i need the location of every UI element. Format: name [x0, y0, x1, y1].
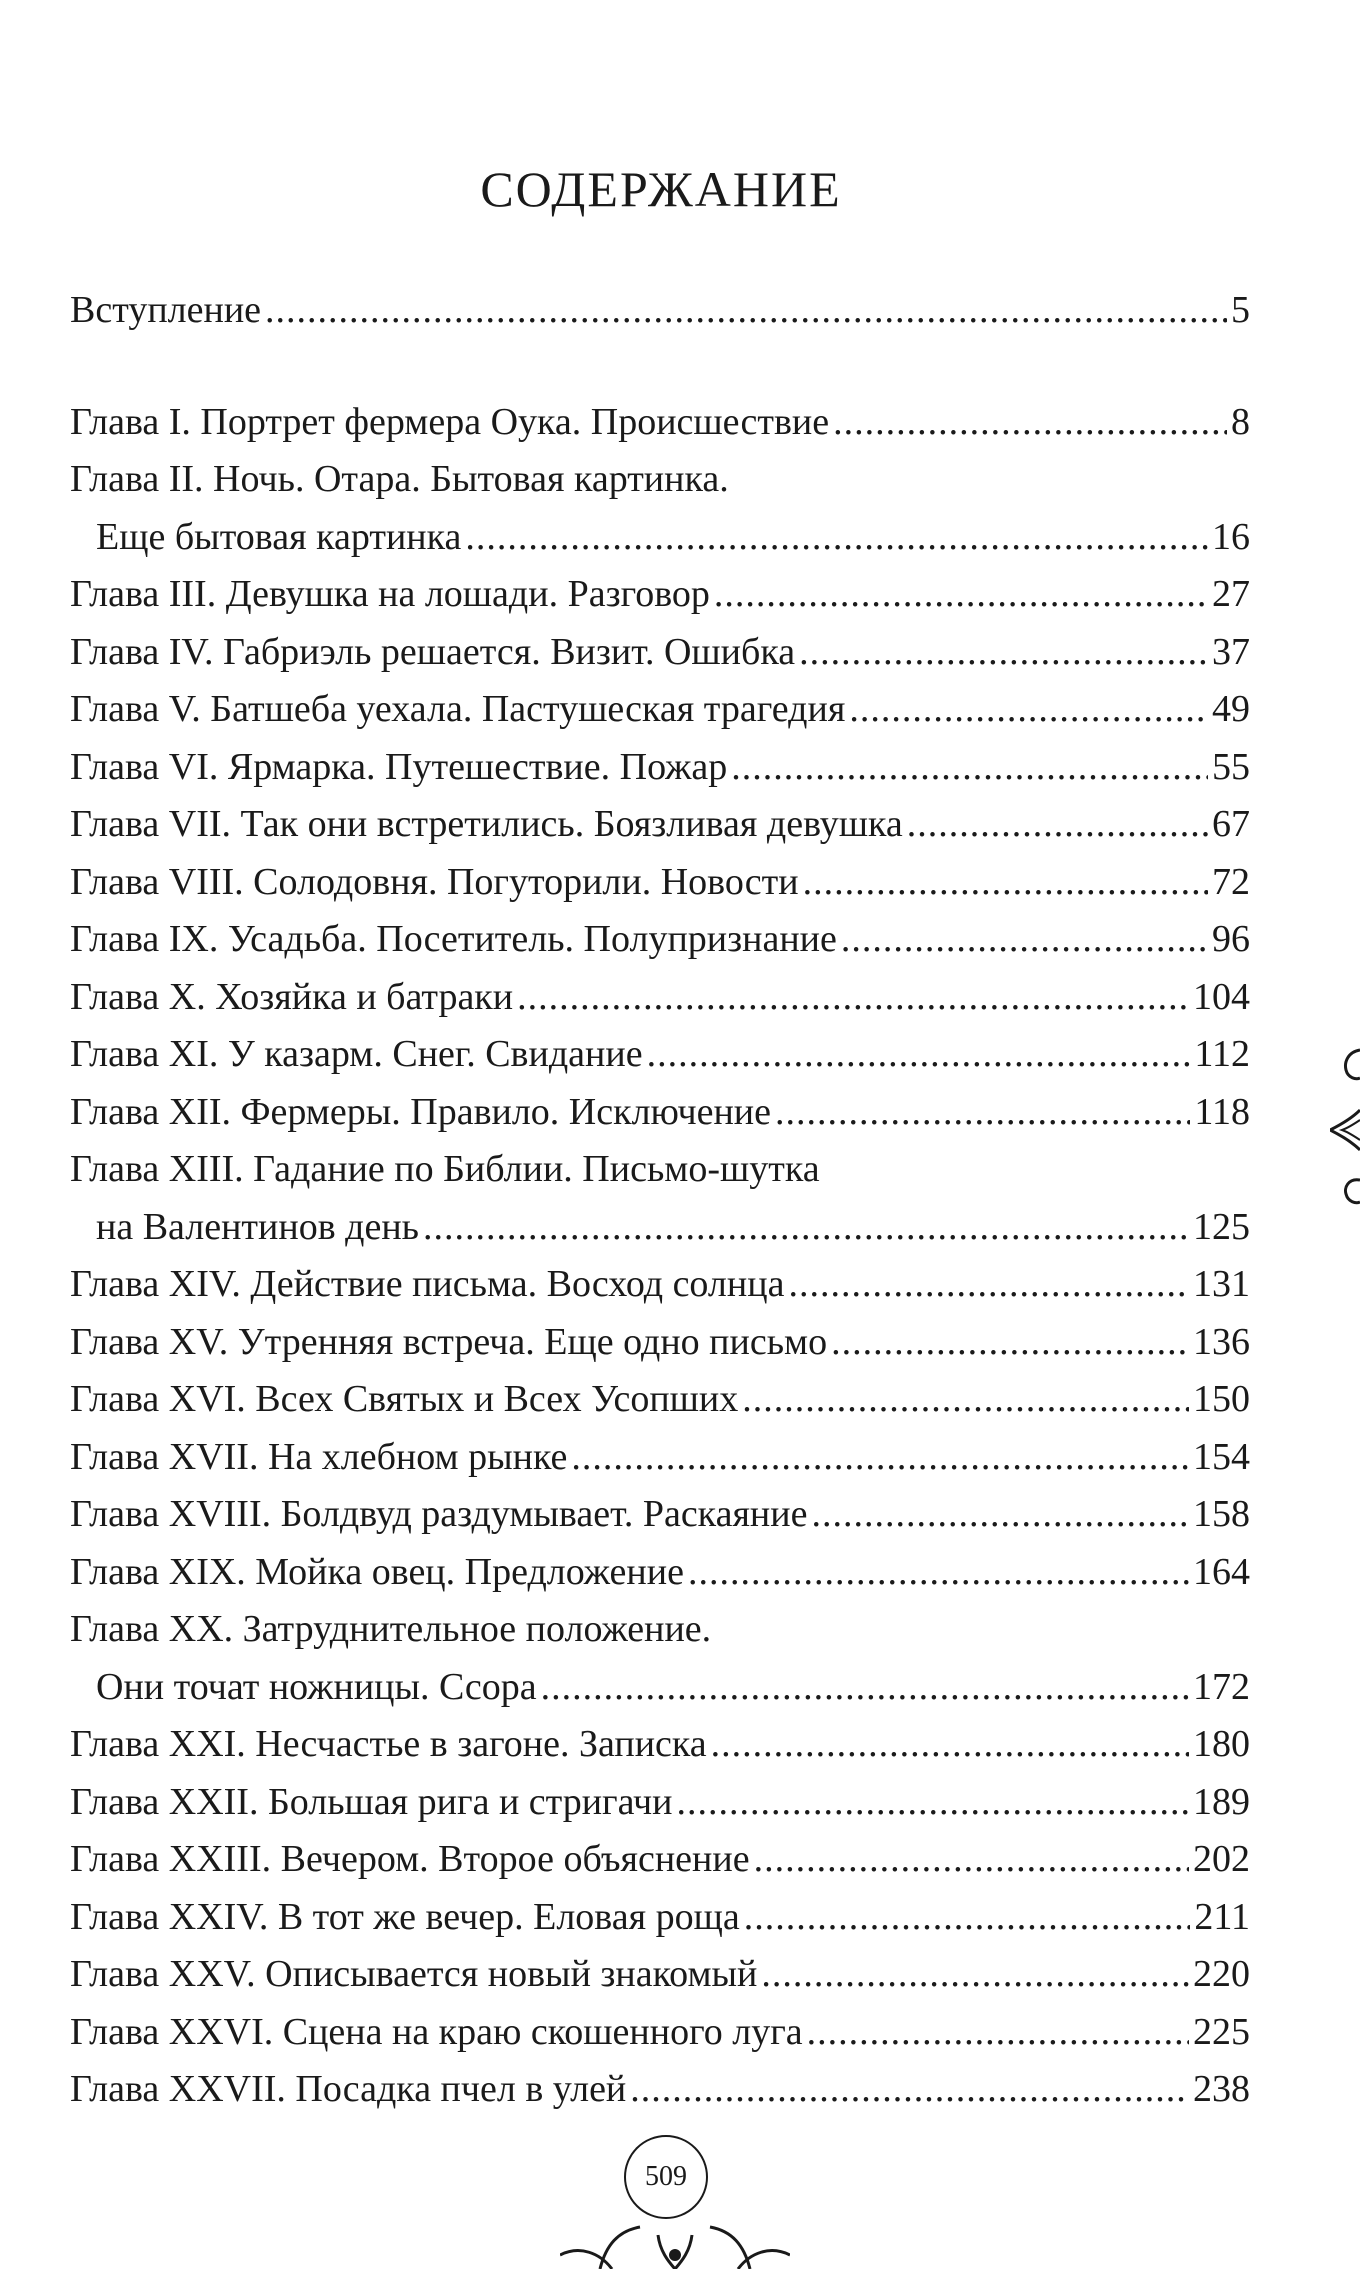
toc-entry-page: 211 [1194, 1896, 1250, 1938]
toc-entry [70, 455, 1250, 503]
toc-entry-page: 67 [1212, 803, 1250, 845]
toc-entry [70, 1145, 1250, 1193]
toc-entry-page: 189 [1193, 1781, 1250, 1823]
toc-entry-title: Глава I. Портрет фермера Оука. Происшествие [70, 401, 830, 443]
toc-entry-page: 49 [1212, 688, 1250, 730]
toc-leader-dots [571, 1433, 1189, 1481]
toc-entry-page: 158 [1193, 1493, 1250, 1535]
toc-entry-page: 225 [1193, 2011, 1250, 2053]
toc-entry-title: Глава IX. Усадьба. Посетитель. Полупризнание [70, 918, 837, 960]
toc-entry-page: 37 [1212, 631, 1250, 673]
toc-leader-dots [465, 513, 1208, 561]
toc-leader-dots [742, 1375, 1189, 1423]
toc-entry-title: Глава XIV. Действие письма. Восход солнца [70, 1263, 785, 1305]
toc-leader-dots [731, 743, 1208, 791]
toc-entry [70, 1433, 1250, 1481]
toc-entry-title: Глава XI. У казарм. Снег. Свидание [70, 1033, 643, 1075]
toc-entry-page: 16 [1212, 516, 1250, 558]
toc-leader-dots [807, 2008, 1189, 2056]
toc-entry [70, 1088, 1250, 1136]
toc-entry-page: 112 [1194, 1033, 1250, 1075]
toc-leader-dots [688, 1548, 1189, 1596]
toc-entry-page: 125 [1193, 1206, 1250, 1248]
toc-entry [70, 743, 1250, 791]
toc-entry-page: 164 [1193, 1551, 1250, 1593]
toc-entry-title: Глава XXVII. Посадка пчел в улей [70, 2068, 627, 2110]
toc-leader-dots [833, 398, 1227, 446]
toc-leader-dots [711, 1720, 1189, 1768]
toc-entry [70, 685, 1250, 733]
toc-leader-dots [744, 1893, 1191, 1941]
toc-leader-dots [799, 628, 1208, 676]
toc-entry-title: Глава XII. Фермеры. Правило. Исключение [70, 1091, 771, 1133]
toc-leader-dots [803, 858, 1208, 906]
toc-entry-page: 202 [1193, 1838, 1250, 1880]
page-number: 509 [624, 2135, 708, 2219]
toc-entry-page: 5 [1231, 289, 1250, 331]
toc-leader-dots [831, 1318, 1189, 1366]
toc-entry-page: 136 [1193, 1321, 1250, 1363]
toc-leader-dots [754, 1835, 1189, 1883]
toc-entry-title: Глава XVIII. Болдвуд раздумывает. Раскаяние [70, 1493, 808, 1535]
toc-leader-dots [647, 1030, 1191, 1078]
page-title: СОДЕРЖАНИЕ [480, 161, 842, 217]
toc-entry [70, 858, 1250, 906]
toc-entry-page: 72 [1212, 861, 1250, 903]
toc-entry-title: Глава XXIII. Вечером. Второе объяснение [70, 1838, 750, 1880]
toc-leader-dots [849, 685, 1208, 733]
toc-entry-title: Глава VIII. Солодовня. Погуторили. Новости [70, 861, 799, 903]
toc-entry-page: 104 [1193, 976, 1250, 1018]
toc-entry [70, 1720, 1250, 1768]
toc-entry [70, 2008, 1250, 2056]
toc-entry [70, 1030, 1250, 1078]
toc-entry [70, 800, 1250, 848]
toc-entry-page: 96 [1212, 918, 1250, 960]
toc-entry [70, 1318, 1250, 1366]
toc-entry-title: Глава X. Хозяйка и батраки [70, 976, 514, 1018]
toc-entry-title: Глава XXV. Описывается новый знакомый [70, 1953, 758, 1995]
toc-leader-dots [788, 1260, 1189, 1308]
toc-entry-title: Глава XXVI. Сцена на краю скошенного луга [70, 2011, 803, 2053]
toc-entry-title: Глава VII. Так они встретились. Боязливая девушка [70, 803, 903, 845]
toc-entry-title: Глава XV. Утренняя встреча. Еще одно письмо [70, 1321, 828, 1363]
toc-entry-title: Глава XIX. Мойка овец. Предложение [70, 1551, 684, 1593]
toc-leader-dots [541, 1663, 1189, 1711]
toc-entry [70, 1950, 1250, 1998]
toc-entry-page: 27 [1212, 573, 1250, 615]
toc-entry-page: 180 [1193, 1723, 1250, 1765]
toc-entry-page: 118 [1194, 1091, 1250, 1133]
toc-entry [70, 286, 1250, 334]
toc-entry-title: Глава XVI. Всех Святых и Всех Усопших [70, 1378, 739, 1420]
toc-entry-page: 55 [1212, 746, 1250, 788]
toc-entry [70, 570, 1250, 618]
toc-entry [70, 1835, 1250, 1883]
toc-entry-page: 220 [1193, 1953, 1250, 1995]
toc-entry [70, 1375, 1250, 1423]
toc-entry-title: Еще бытовая картинка [96, 516, 462, 558]
toc-entry-continuation [96, 1663, 1250, 1711]
toc-entry-title: Глава II. Ночь. Отара. Бытовая картинка. [70, 458, 729, 500]
toc-leader-dots [714, 570, 1208, 618]
toc-entry [70, 1260, 1250, 1308]
toc-entry-page: 238 [1193, 2068, 1250, 2110]
toc-entry-title: Глава IV. Габриэль решается. Визит. Ошибка [70, 631, 796, 673]
toc-entry [70, 1893, 1250, 1941]
toc-leader-dots [775, 1088, 1190, 1136]
toc-entry [70, 1778, 1250, 1826]
toc-entry-page: 150 [1193, 1378, 1250, 1420]
toc-entry-title: Глава XVII. На хлебном рынке [70, 1436, 568, 1478]
toc-entry [70, 1490, 1250, 1538]
toc-leader-dots [630, 2065, 1189, 2113]
toc-entry-title: Они точат ножницы. Ссора [96, 1666, 537, 1708]
toc-entry [70, 973, 1250, 1021]
toc-entry [70, 398, 1250, 446]
toc-entry-title: на Валентинов день [96, 1206, 419, 1248]
page-number-ornament [560, 2135, 790, 2269]
toc-entry [70, 1605, 1250, 1653]
toc-entry-title: Глава XXII. Большая рига и стригачи [70, 1781, 673, 1823]
toc-entry-title: Глава III. Девушка на лошади. Разговор [70, 573, 710, 615]
toc-entry-title: Глава XXI. Несчастье в загоне. Записка [70, 1723, 707, 1765]
toc-entry-title: Глава VI. Ярмарка. Путешествие. Пожар [70, 746, 728, 788]
toc-leader-dots [517, 973, 1189, 1021]
toc-entry-page: 131 [1193, 1263, 1250, 1305]
toc-entry-page: 8 [1231, 401, 1250, 443]
toc-entry [70, 628, 1250, 676]
toc-leader-dots [811, 1490, 1189, 1538]
toc-leader-dots [676, 1778, 1189, 1826]
toc-leader-dots [907, 800, 1208, 848]
toc-leader-dots [265, 286, 1227, 334]
toc-entry-title: Вступление [70, 289, 262, 331]
toc-entry-page: 172 [1193, 1666, 1250, 1708]
toc-entry-page: 154 [1193, 1436, 1250, 1478]
toc-leader-dots [841, 915, 1208, 963]
toc-leader-dots [761, 1950, 1189, 1998]
toc-entry [70, 2065, 1250, 2113]
toc-entry-continuation [96, 513, 1250, 561]
toc-entry-continuation [96, 1203, 1250, 1251]
toc-entry-title: Глава V. Батшеба уехала. Пастушеская трагедия [70, 688, 846, 730]
toc-entry-title: Глава XIII. Гадание по Библии. Письмо-шутка [70, 1148, 820, 1190]
toc-entry-title: Глава XX. Затруднительное положение. [70, 1608, 712, 1650]
side-ornament-icon [1330, 1030, 1360, 1210]
toc-leader-dots [423, 1203, 1189, 1251]
toc-entry [70, 1548, 1250, 1596]
toc-entry [70, 915, 1250, 963]
toc-entry-title: Глава XXIV. В тот же вечер. Еловая роща [70, 1896, 740, 1938]
